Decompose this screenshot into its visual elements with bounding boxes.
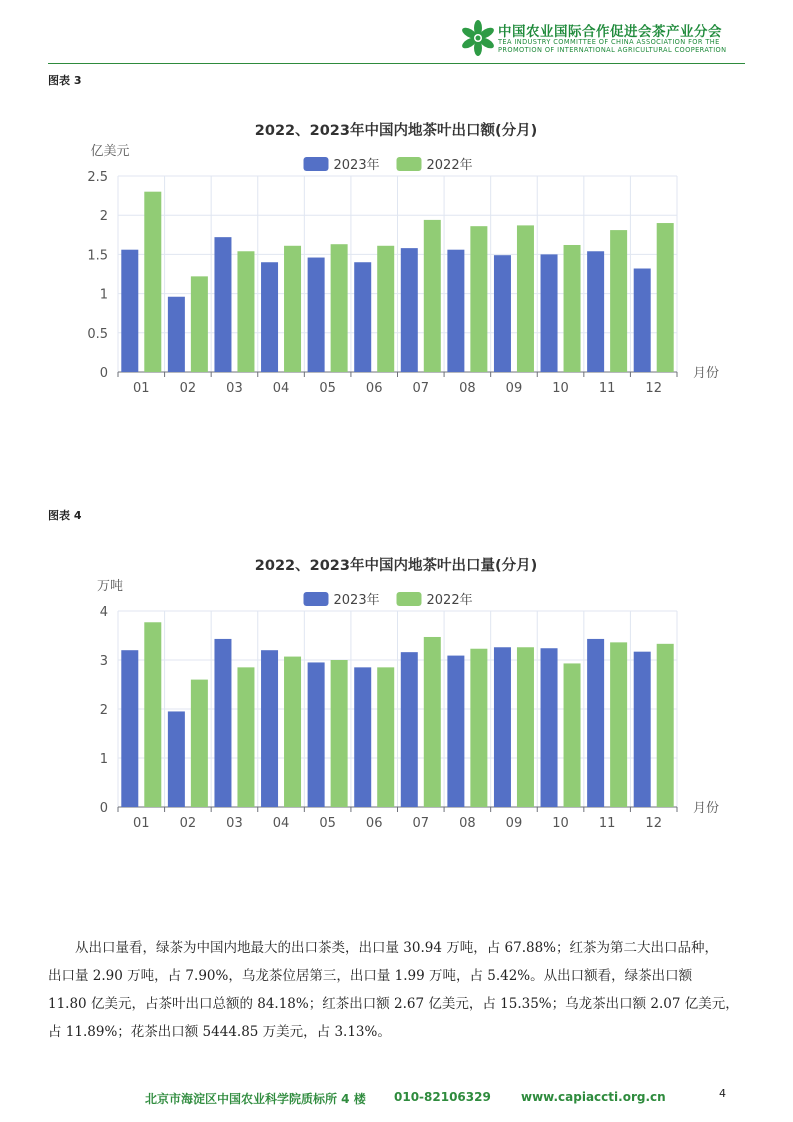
x-tick-label: 09 xyxy=(505,381,523,396)
y-tick-label: 2 xyxy=(99,209,108,225)
bar xyxy=(424,220,441,372)
footer-website[interactable]: www.capiaccti.org.cn xyxy=(521,1090,666,1104)
bar xyxy=(470,226,487,372)
bar xyxy=(144,192,161,372)
bar xyxy=(261,262,278,372)
bar xyxy=(354,667,371,807)
bar xyxy=(610,230,627,372)
bar xyxy=(494,647,511,807)
paragraph-line: 出口量 2.90 万吨，占 7.90%，乌龙茶位居第三，出口量 1.99 万吨，占 5.42%。从出口额看，绿茶出口额 xyxy=(48,968,693,984)
x-tick-label: 01 xyxy=(133,816,150,831)
bar xyxy=(191,680,208,807)
bar xyxy=(237,667,254,807)
bar xyxy=(168,711,185,807)
bar xyxy=(541,254,558,372)
bar xyxy=(284,246,301,372)
bar xyxy=(214,639,231,807)
bar xyxy=(121,250,138,372)
bar xyxy=(657,644,674,807)
figure-4-label: 图表 4 xyxy=(48,509,82,522)
bar xyxy=(494,255,511,372)
x-tick-label: 03 xyxy=(226,381,243,396)
x-axis-label: 月份 xyxy=(693,801,720,816)
bar xyxy=(564,663,581,807)
x-tick-label: 07 xyxy=(412,816,430,831)
bar xyxy=(447,250,464,372)
header-divider xyxy=(48,63,745,64)
y-axis-label: 亿美元 xyxy=(90,144,130,159)
bar xyxy=(447,656,464,807)
legend-swatch xyxy=(304,592,329,606)
x-axis-label: 月份 xyxy=(693,366,720,381)
bar xyxy=(191,276,208,372)
x-tick-label: 07 xyxy=(412,381,430,396)
y-tick-label: 4 xyxy=(99,605,108,620)
bar xyxy=(237,251,254,372)
x-tick-label: 06 xyxy=(365,816,383,831)
analysis-paragraph xyxy=(48,934,748,1046)
bar xyxy=(470,649,487,807)
bar xyxy=(377,246,394,372)
x-tick-label: 01 xyxy=(133,381,150,396)
bar xyxy=(261,650,278,807)
x-tick-label: 04 xyxy=(272,816,290,831)
x-tick-label: 11 xyxy=(598,381,616,396)
org-name-cn: 中国农业国际合作促进会茶产业分会 xyxy=(498,24,722,40)
org-name-en-line2: PROMOTION OF INTERNATIONAL AGRICULTURAL COOPERATION xyxy=(498,46,727,54)
bar xyxy=(541,648,558,807)
bar xyxy=(610,642,627,807)
tea-leaf-logo-icon xyxy=(458,18,498,58)
chart-title: 2022、2023年中国内地茶叶出口额(分月) xyxy=(254,123,538,139)
bar xyxy=(564,245,581,372)
x-tick-label: 09 xyxy=(505,816,523,831)
x-tick-label: 02 xyxy=(179,381,197,396)
legend-swatch xyxy=(304,157,329,171)
bar xyxy=(144,622,161,807)
figure-3-label: 图表 3 xyxy=(48,74,82,87)
x-tick-label: 08 xyxy=(459,381,476,396)
export-volume-chart xyxy=(0,545,793,845)
x-tick-label: 11 xyxy=(598,816,616,831)
x-tick-label: 12 xyxy=(645,381,662,396)
bar xyxy=(401,652,418,807)
bar xyxy=(634,269,651,372)
x-tick-label: 10 xyxy=(552,381,569,396)
x-tick-label: 02 xyxy=(179,816,197,831)
legend-swatch xyxy=(397,592,422,606)
x-tick-label: 06 xyxy=(365,381,383,396)
y-tick-label: 2 xyxy=(99,703,108,718)
y-tick-label: 2.5 xyxy=(87,170,108,185)
x-tick-label: 08 xyxy=(459,816,476,831)
bar xyxy=(587,639,604,807)
x-tick-label: 05 xyxy=(319,816,336,831)
bar xyxy=(284,657,301,807)
legend-swatch xyxy=(397,157,422,171)
legend-label: 2022年 xyxy=(426,593,473,608)
bar xyxy=(121,650,138,807)
bar xyxy=(657,223,674,372)
bar xyxy=(331,660,348,807)
paragraph-line: 占 11.89%；花茶出口额 5444.85 万美元，占 3.13%。 xyxy=(48,1024,391,1040)
y-tick-label: 1 xyxy=(99,752,108,767)
legend-label: 2023年 xyxy=(333,593,380,608)
bar xyxy=(377,667,394,807)
page-number: 4 xyxy=(719,1087,726,1100)
y-tick-label: 3 xyxy=(99,654,108,669)
y-tick-label: 1.5 xyxy=(87,248,108,264)
footer-address: 北京市海淀区中国农业科学院质标所 4 楼 xyxy=(145,1092,366,1106)
paragraph-line: 从出口量看，绿茶为中国内地最大的出口茶类，出口量 30.94 万吨，占 67.88%；红茶为第二大出口品种， xyxy=(75,940,718,956)
y-tick-label: 1 xyxy=(99,287,108,303)
org-name-en-line1: TEA INDUSTRY COMMITTEE OF CHINA ASSOCIATION FOR THE xyxy=(498,38,720,46)
paragraph-line: 11.80 亿美元，占茶叶出口总额的 84.18%；红茶出口额 2.67 亿美元，占 15.35%；乌龙茶出口额 2.07 亿美元， xyxy=(48,996,739,1012)
page-header xyxy=(0,0,793,66)
y-tick-label: 0 xyxy=(99,366,108,381)
legend-label: 2023年 xyxy=(333,158,380,173)
bar xyxy=(308,662,325,807)
x-tick-label: 10 xyxy=(552,816,569,831)
bar xyxy=(424,637,441,807)
bar xyxy=(308,258,325,372)
chart-title: 2022、2023年中国内地茶叶出口量(分月) xyxy=(254,558,538,574)
x-tick-label: 12 xyxy=(645,816,662,831)
bar xyxy=(168,297,185,372)
bar xyxy=(517,647,534,807)
y-tick-label: 0 xyxy=(99,801,108,816)
footer-phone: 010-82106329 xyxy=(394,1090,491,1104)
x-tick-label: 03 xyxy=(226,816,243,831)
export-value-chart xyxy=(0,110,793,410)
x-tick-label: 04 xyxy=(272,381,290,396)
bar xyxy=(331,244,348,372)
bar xyxy=(401,248,418,372)
bar xyxy=(354,262,371,372)
y-tick-label: 0.5 xyxy=(87,326,108,342)
bar xyxy=(517,225,534,372)
legend-label: 2022年 xyxy=(426,158,473,173)
bar xyxy=(587,251,604,372)
y-axis-label: 万吨 xyxy=(96,579,124,594)
bar xyxy=(214,237,231,372)
bar xyxy=(634,652,651,807)
x-tick-label: 05 xyxy=(319,381,336,396)
